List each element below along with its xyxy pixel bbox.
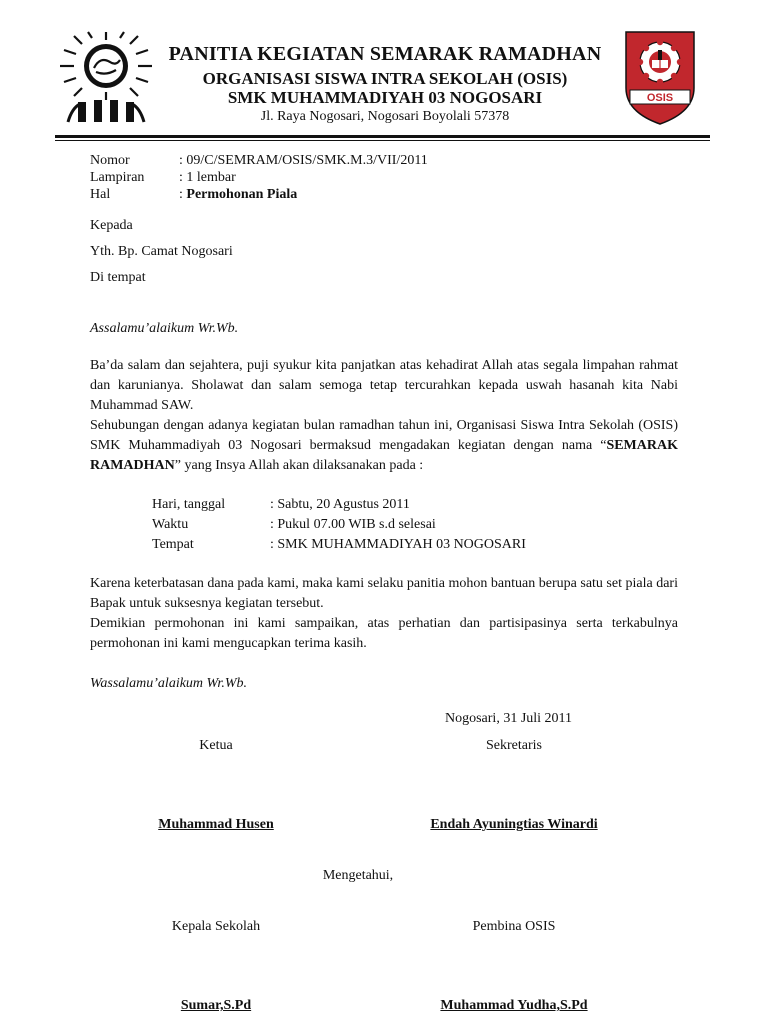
letter-meta [90,152,428,203]
tempat-value: : SMK MUHAMMADIYAH 03 NOGOSARI [270,537,526,552]
paragraph-1: Ba’da salam dan sejahtera, puji syukur kita panjatkan atas kehadirat Allah atas segala limpahan rahmat dan karunianya. Sholawat dan salam semoga tetap tercurahkan kepada uswah hasanah kita Nabi Muhammad SAW. [90,358,678,413]
nomor-label: Nomor [90,153,130,168]
tempat-label: Tempat [152,537,194,552]
osis-logo-text: OSIS [646,92,674,104]
paragraph-2-pre: Sehubungan dengan adanya kegiatan bulan ramadhan tahun ini, Organisasi Siswa Intra Sekolah (OSIS) SMK Muhammadiyah 03 Nogosari bermaksud mengadakan kegiatan dengan nama “ [90,418,678,453]
closing-greeting: Wassalamu’alaikum Wr.Wb. [90,676,247,691]
waktu-label: Waktu [152,517,189,532]
ketua-title: Ketua [199,738,233,753]
nomor-value: : 09/C/SEMRAM/OSIS/SMK.M.3/VII/2011 [179,153,428,168]
opening-greeting: Assalamu’alaikum Wr.Wb. [90,321,239,336]
sekretaris-title: Sekretaris [486,738,542,753]
mengetahui: Mengetahui, [322,868,394,883]
letterhead-school: SMK MUHAMMADIYAH 03 NOGOSARI [227,88,543,107]
letterhead-address: Jl. Raya Nogosari, Nogosari Boyolali 57378 [260,109,510,124]
hal-colon: : [179,187,187,202]
hari-value: : Sabtu, 20 Agustus 2011 [270,497,410,512]
paragraph-2 [90,416,678,476]
ketua-name: Muhammad Husen [158,817,274,832]
lampiran-value: : 1 lembar [179,170,236,185]
muhammadiyah-logo [54,30,159,126]
hari-label: Hari, tanggal [152,497,226,512]
letterhead-org: ORGANISASI SISWA INTRA SEKOLAH (OSIS) [202,69,568,88]
letterhead-divider-thin [55,140,710,141]
kepsek-title: Kepala Sekolah [171,919,261,934]
event-details [152,495,526,555]
paragraph-3: Karena keterbatasan dana pada kami, maka kami selaku panitia mohon bantuan berupa satu set piala dari Bapak untuk suksesnya kegiatan tersebut. [90,576,678,611]
paragraph-4: Demikian permohonan ini kami sampaikan, atas perhatian dan partisipasinya serta terkabulnya permohonan ini kami mengucapkan terima kasih. [90,616,678,651]
recipient-name: Yth. Bp. Camat Nogosari [90,244,233,259]
lampiran-label: Lampiran [90,170,145,185]
kepsek-name: Sumar,S.Pd [180,998,252,1013]
waktu-value: : Pukul 07.00 WIB s.d selesai [270,517,436,532]
hal-label: Hal [90,187,111,202]
pembina-title: Pembina OSIS [472,919,556,934]
event-name: SEMARAK RAMADHAN [90,438,678,473]
place-date: Nogosari, 31 Juli 2011 [445,711,573,726]
letterhead-divider-thick [55,135,710,138]
osis-logo [622,26,698,126]
sekretaris-name: Endah Ayuningtias Winardi [430,817,598,832]
recipient-kepada: Kepada [90,218,133,233]
paragraph-2-post: ” yang Insya Allah akan dilaksanakan pada : [174,458,424,473]
pembina-name: Muhammad Yudha,S.Pd [440,998,588,1013]
recipient-place: Di tempat [90,270,146,285]
hal-value: Permohonan Piala [186,187,298,202]
letterhead-title: PANITIA KEGIATAN SEMARAK RAMADHAN [168,43,602,65]
